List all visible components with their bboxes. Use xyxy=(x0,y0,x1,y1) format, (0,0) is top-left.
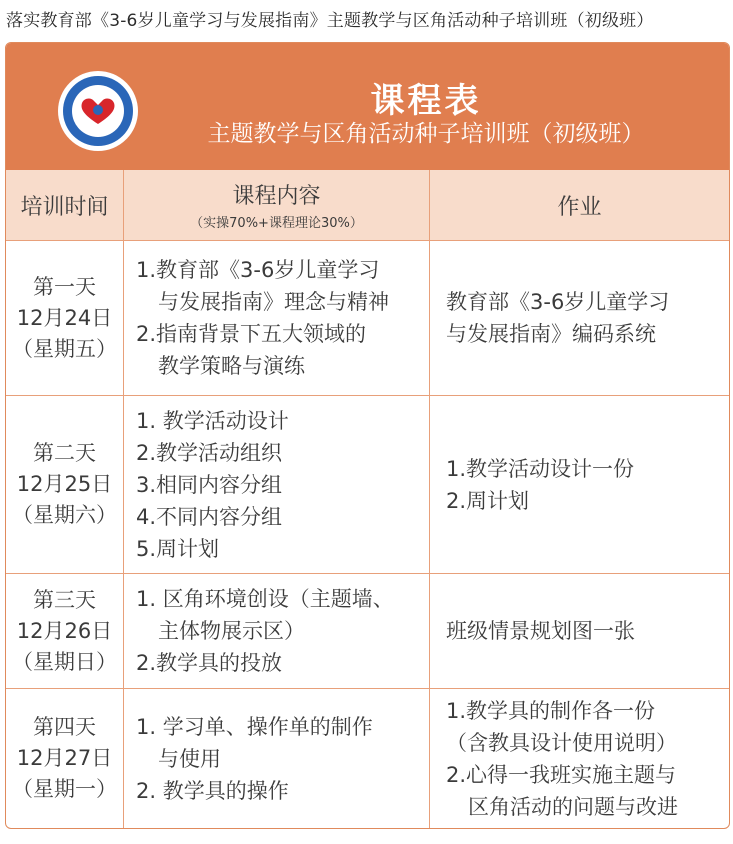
homework-cell: 班级情景规划图一张 xyxy=(446,619,635,643)
homework-cell: 1.教学具的制作各一份 （含教具设计使用说明） 2.心得一我班实施主题与 区角活动的问题与改进 xyxy=(446,698,678,819)
homework-cell: 教育部《3-6岁儿童学习 与发展指南》编码系统 xyxy=(446,290,670,346)
table-row xyxy=(6,241,729,395)
table-header xyxy=(6,170,729,240)
schedule-subtitle: 主题教学与区角活动种子培训班（初级班） xyxy=(207,121,645,147)
table-row xyxy=(6,689,729,828)
table-row xyxy=(6,396,729,573)
column-header-time: 培训时间 xyxy=(20,194,109,220)
column-header-content: 课程内容 （实操70%+课程理论30%） xyxy=(190,184,363,231)
column-header-homework: 作业 xyxy=(557,194,602,220)
content-cell: 1. 教学活动设计 2.教学活动组织 3.相同内容分组 4.不同内容分组 5.周计划 xyxy=(136,408,289,561)
day-cell: 第四天 12月27日 （星期一） xyxy=(12,715,117,801)
schedule-card xyxy=(5,42,730,829)
schedule-header xyxy=(6,43,729,170)
page-title: 落实教育部《3-6岁儿童学习与发展指南》主题教学与区角活动种子培训班（初级班） xyxy=(6,11,654,31)
heart-icon xyxy=(80,97,116,125)
content-cell: 1.教育部《3-6岁儿童学习 与发展指南》理念与精神 2.指南背景下五大领域的 教学策略与演练 xyxy=(136,258,389,378)
day-cell: 第一天 12月24日 （星期五） xyxy=(12,274,117,361)
table-row xyxy=(6,574,729,688)
day-cell: 第二天 12月25日 （星期六） xyxy=(12,441,117,527)
content-cell: 1. 学习单、操作单的制作 与使用 2. 教学具的操作 xyxy=(136,714,373,803)
day-cell: 第三天 12月26日 （星期日） xyxy=(12,587,117,674)
content-cell: 1. 区角环境创设（主题墙、 主体物展示区） 2.教学具的投放 xyxy=(136,587,394,675)
foundation-logo xyxy=(58,71,138,151)
homework-cell: 1.教学活动设计一份 2.周计划 xyxy=(446,456,635,513)
schedule-title: 课程表 xyxy=(370,81,482,121)
